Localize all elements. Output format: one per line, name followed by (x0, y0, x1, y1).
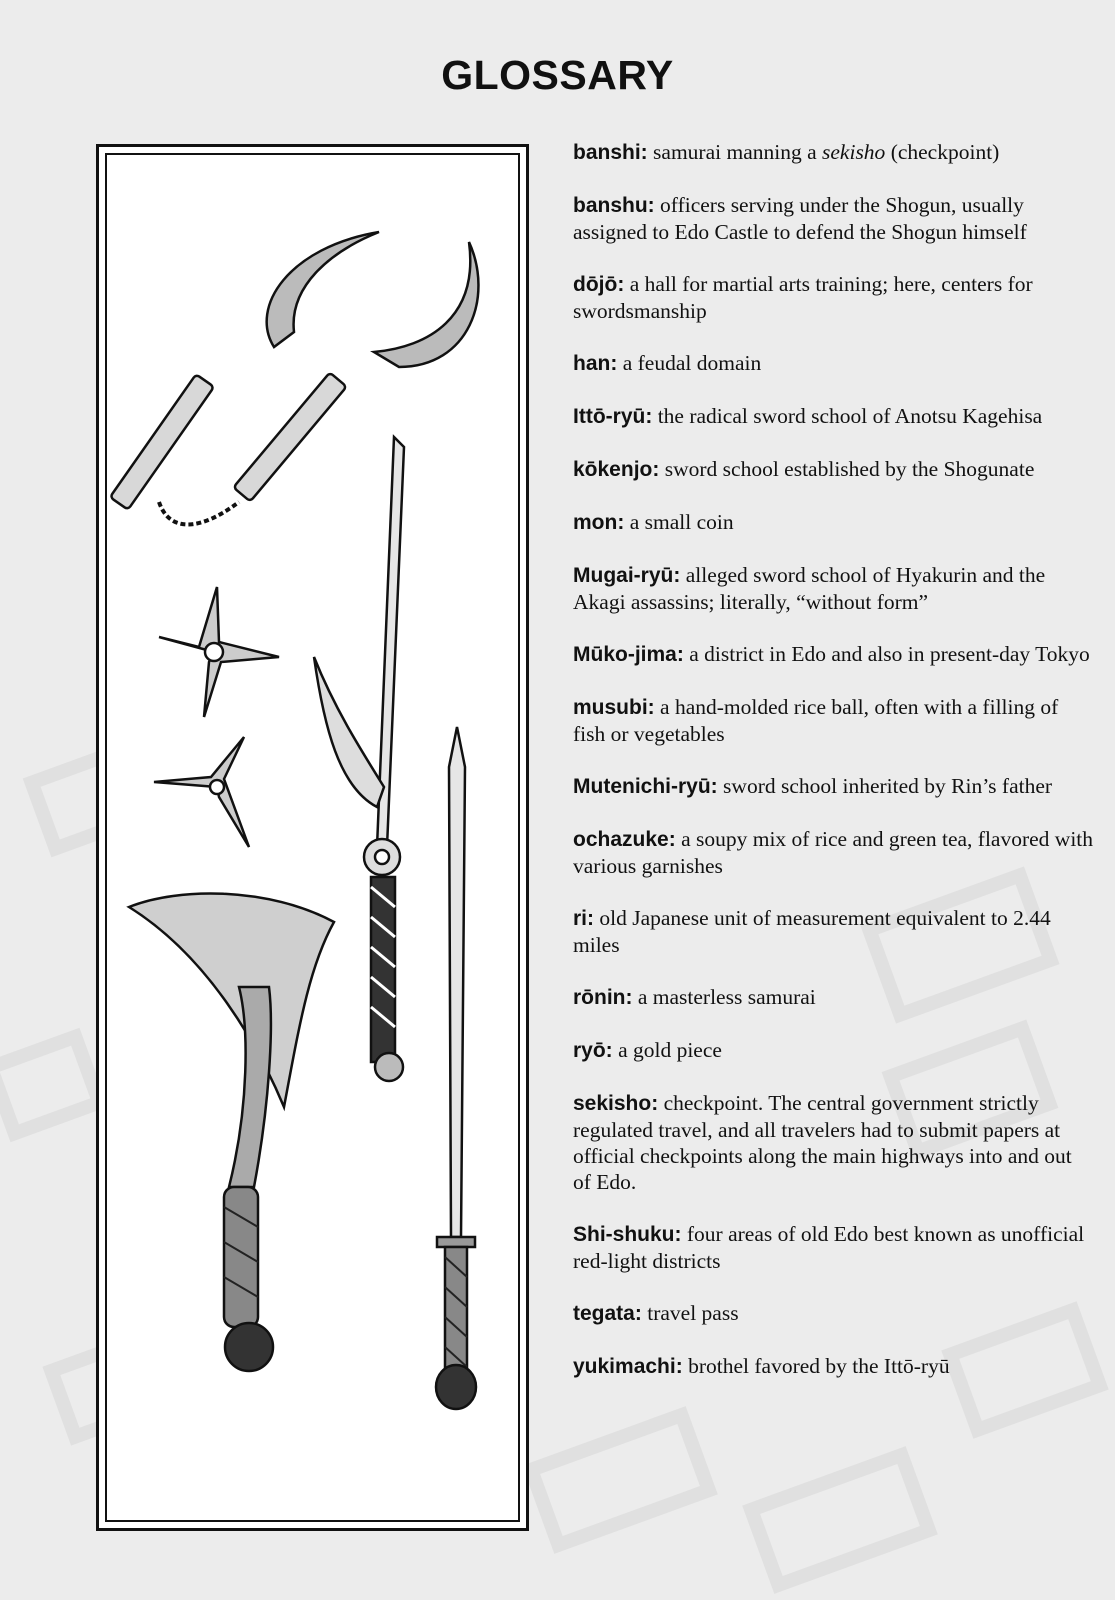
jitte-icon (314, 437, 404, 1081)
weapons-illustration-panel (96, 144, 529, 1531)
glossary-definition: checkpoint. The central government strictly regulated travel, and all travelers had to submit papers at official checkpoints along the main highways into and out of Edo. (573, 1091, 1072, 1194)
glossary-entry-muko-jima (573, 641, 1093, 668)
glossary-definition: a masterless samurai (637, 985, 816, 1009)
shuriken-icon (154, 587, 279, 847)
glossary-term: ri: (573, 907, 594, 930)
glossary-definition (653, 140, 999, 164)
glossary-definition: a soupy mix of rice and green tea, flavored with various garnishes (573, 827, 1094, 878)
glossary-definition: a gold piece (618, 1038, 722, 1062)
glossary-definition: sword school inherited by Rin’s father (723, 774, 1053, 798)
glossary-term: kōkenjo: (573, 458, 660, 481)
glossary-term: musubi: (573, 696, 655, 719)
glossary-definition: a feudal domain (622, 351, 762, 375)
glossary-term: mon: (573, 511, 625, 534)
glossary-entry-banshi (573, 139, 1093, 166)
definition-text: (checkpoint) (885, 140, 1000, 164)
glossary-entry-tegata (573, 1300, 1093, 1327)
glossary-term: Mutenichi-ryū: (573, 775, 718, 798)
glossary-definition: alleged sword school of Hyakurin and the Akagi assassins; literally, “without form” (573, 563, 1046, 614)
glossary-term: yukimachi: (573, 1355, 683, 1378)
glossary-entry-dojo (573, 271, 1093, 324)
glossary-entry-shi-shuku (573, 1221, 1093, 1274)
glossary-entry-mon (573, 509, 1093, 536)
glossary-definition: brothel favored by the Ittō-ryū (688, 1354, 950, 1378)
glossary-term: dōjō: (573, 273, 625, 296)
glossary-term: han: (573, 352, 618, 375)
page-title: GLOSSARY (441, 52, 674, 98)
glossary-definition: the radical sword school of Anotsu Kagehisa (657, 404, 1043, 428)
glossary-term: sekisho: (573, 1092, 659, 1115)
glossary-entry-han (573, 350, 1093, 377)
glossary-definition: sword school established by the Shogunate (664, 457, 1035, 481)
glossary-definition: four areas of old Edo best known as unofficial red-light districts (573, 1222, 1085, 1273)
glossary-entry-banshu (573, 192, 1093, 245)
glossary-definition: old Japanese unit of measurement equivalent to 2.44 miles (573, 906, 1051, 957)
glossary-definition: a hand-molded rice ball, often with a filling of fish or vegetables (573, 695, 1059, 746)
sword-icon (436, 727, 476, 1409)
glossary-term: Mūko-jima: (573, 643, 684, 666)
glossary-definition: a hall for martial arts training; here, centers for swordsmanship (573, 272, 1033, 323)
glossary-term: Shi-shuku: (573, 1223, 682, 1246)
glossary-definition: officers serving under the Shogun, usually assigned to Edo Castle to defend the Shogun himself (573, 193, 1027, 244)
glossary-list (573, 139, 1093, 1406)
glossary-entry-musubi (573, 694, 1093, 747)
glossary-definition: travel pass (647, 1301, 739, 1325)
glossary-term: banshi: (573, 141, 648, 164)
glossary-entry-itto-ryu (573, 403, 1093, 430)
glossary-definition: a small coin (629, 510, 734, 534)
glossary-term: ryō: (573, 1039, 613, 1062)
glossary-entry-ronin (573, 984, 1093, 1011)
glossary-entry-sekisho (573, 1090, 1093, 1195)
glossary-entry-ri (573, 905, 1093, 958)
glossary-entry-ochazuke (573, 826, 1093, 879)
definition-italic-text: sekisho (822, 140, 886, 164)
definition-text: samurai manning a (653, 140, 823, 164)
kusarigama-icon (110, 232, 478, 525)
glossary-definition: a district in Edo and also in present-day Tokyo (689, 642, 1090, 666)
glossary-entry-ryo (573, 1037, 1093, 1064)
glossary-entry-kokenjo (573, 456, 1093, 483)
glossary-entry-mutenichi-ryu (573, 773, 1093, 800)
glossary-term: rōnin: (573, 986, 633, 1009)
glossary-entry-mugai-ryu (573, 562, 1093, 615)
glossary-term: tegata: (573, 1302, 642, 1325)
axe-icon (129, 893, 334, 1371)
glossary-term: Mugai-ryū: (573, 564, 681, 587)
glossary-entry-yukimachi (573, 1353, 1093, 1380)
glossary-term: ochazuke: (573, 828, 676, 851)
glossary-term: banshu: (573, 194, 655, 217)
glossary-term: Ittō-ryū: (573, 405, 653, 428)
